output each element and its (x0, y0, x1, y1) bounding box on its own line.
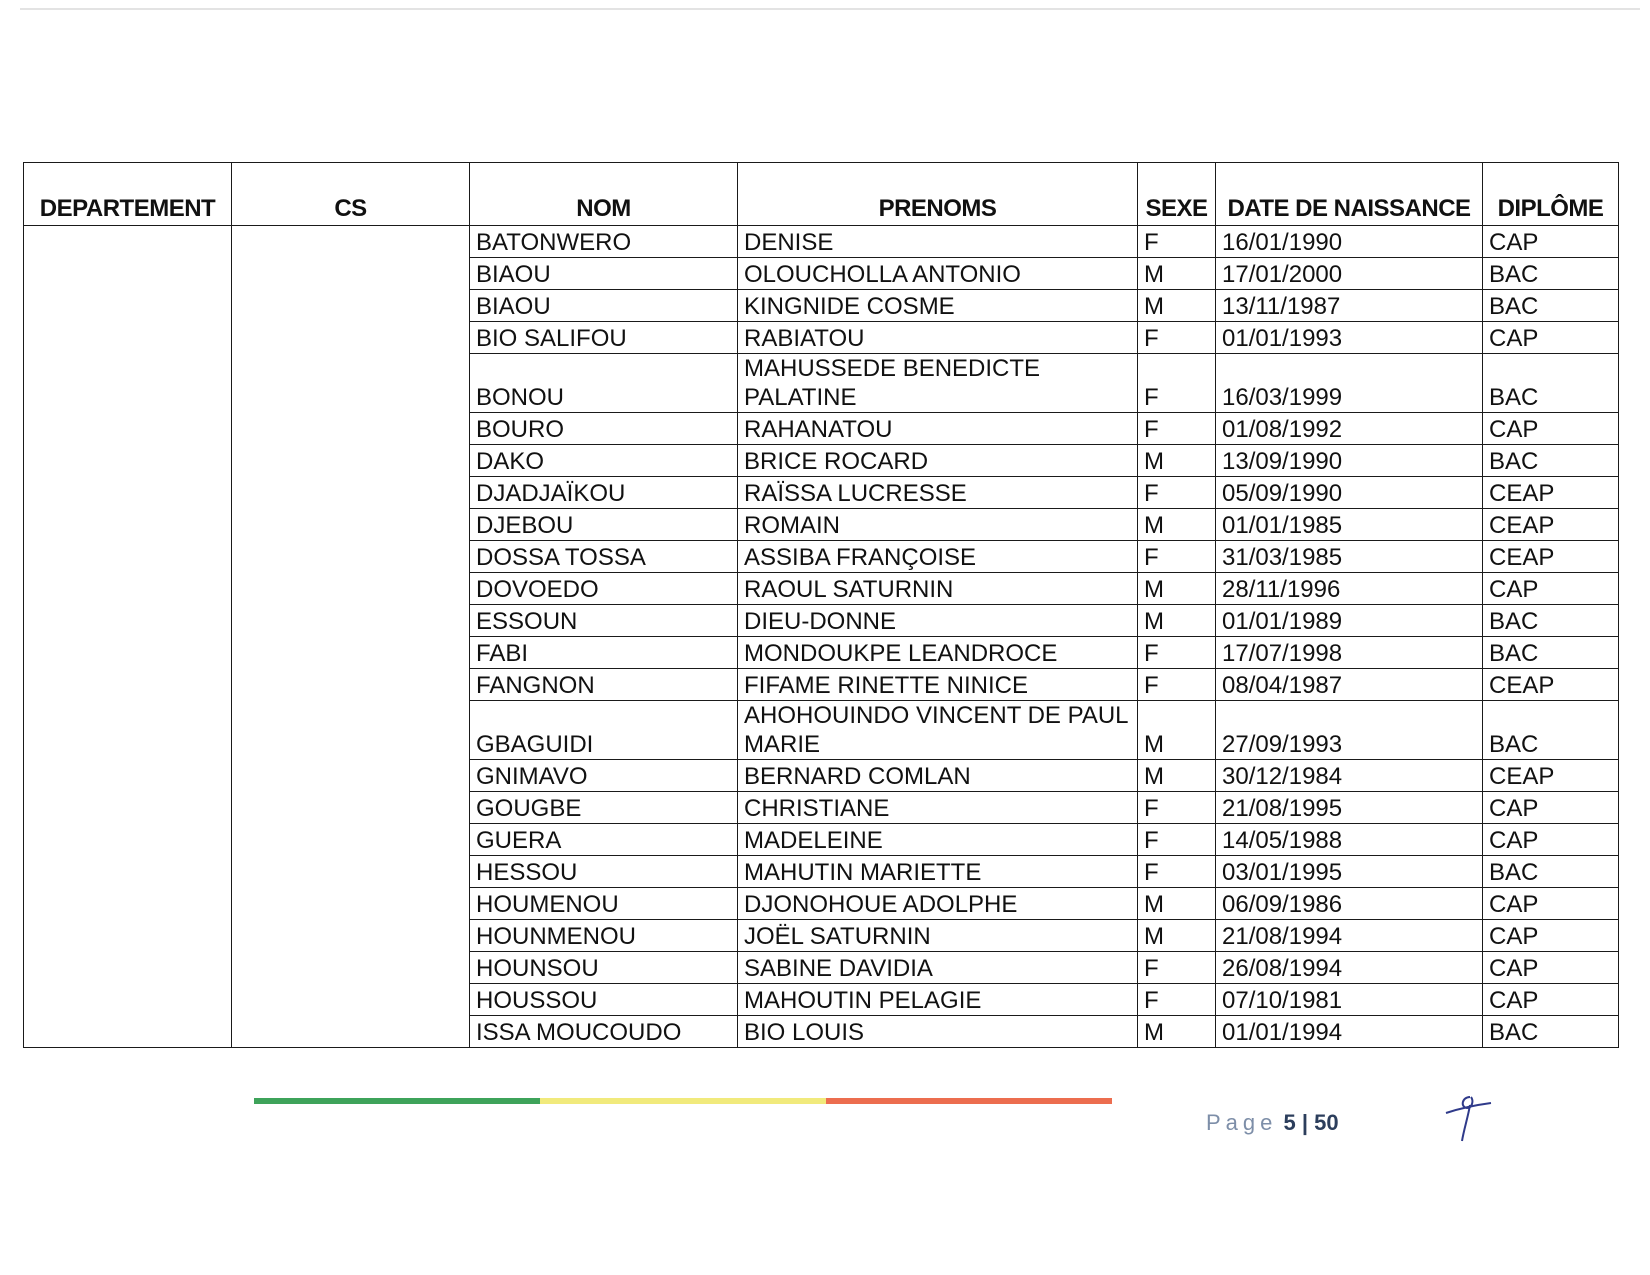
date-naissance-cell: 30/12/1984 (1216, 760, 1483, 792)
sexe-cell: M (1138, 573, 1216, 605)
sexe-cell: M (1138, 701, 1216, 760)
diplome-cell: BAC (1483, 445, 1619, 477)
date-naissance-cell: 01/01/1993 (1216, 322, 1483, 354)
page-number (1206, 1110, 1339, 1136)
footer-stripe-green (254, 1098, 540, 1104)
nom-cell: DOVOEDO (470, 573, 738, 605)
sexe-cell: F (1138, 984, 1216, 1016)
prenoms-cell: BIO LOUIS (738, 1016, 1138, 1048)
sexe-cell: M (1138, 920, 1216, 952)
sexe-cell: M (1138, 509, 1216, 541)
nom-cell: GNIMAVO (470, 760, 738, 792)
date-naissance-cell: 28/11/1996 (1216, 573, 1483, 605)
scan-top-edge (20, 8, 1640, 10)
prenoms-cell: RAÏSSA LUCRESSE (738, 477, 1138, 509)
diplome-cell: BAC (1483, 354, 1619, 413)
nom-cell: HOUNSOU (470, 952, 738, 984)
nom-cell: FANGNON (470, 669, 738, 701)
departement-cell (24, 226, 232, 1048)
table-header-row (24, 163, 1619, 226)
date-naissance-cell: 21/08/1994 (1216, 920, 1483, 952)
nom-cell: BIO SALIFOU (470, 322, 738, 354)
diplome-cell: BAC (1483, 1016, 1619, 1048)
nom-cell: DAKO (470, 445, 738, 477)
diplome-cell: BAC (1483, 701, 1619, 760)
prenoms-cell: DENISE (738, 226, 1138, 258)
prenoms-cell: SABINE DAVIDIA (738, 952, 1138, 984)
sexe-cell: M (1138, 258, 1216, 290)
prenoms-cell: JOËL SATURNIN (738, 920, 1138, 952)
diplome-cell: CAP (1483, 322, 1619, 354)
table-body (24, 226, 1619, 1048)
sexe-cell: M (1138, 888, 1216, 920)
nom-cell: BOURO (470, 413, 738, 445)
diplome-cell: BAC (1483, 856, 1619, 888)
prenoms-cell: BRICE ROCARD (738, 445, 1138, 477)
date-naissance-cell: 14/05/1988 (1216, 824, 1483, 856)
sexe-cell: F (1138, 477, 1216, 509)
candidates-table (23, 162, 1619, 1048)
sexe-cell: F (1138, 952, 1216, 984)
sexe-cell: F (1138, 541, 1216, 573)
diplome-cell: CAP (1483, 573, 1619, 605)
diplome-cell: CEAP (1483, 669, 1619, 701)
handwritten-initial-icon (1436, 1093, 1496, 1145)
nom-cell: HOUSSOU (470, 984, 738, 1016)
prenoms-cell: ASSIBA FRANÇOISE (738, 541, 1138, 573)
prenoms-cell: RABIATOU (738, 322, 1138, 354)
diplome-cell: CAP (1483, 792, 1619, 824)
prenoms-cell: RAHANATOU (738, 413, 1138, 445)
date-naissance-cell: 01/01/1989 (1216, 605, 1483, 637)
date-naissance-cell: 27/09/1993 (1216, 701, 1483, 760)
prenoms-cell: DJONOHOUE ADOLPHE (738, 888, 1138, 920)
diplome-cell: BAC (1483, 637, 1619, 669)
nom-cell: DJEBOU (470, 509, 738, 541)
header-departement: DEPARTEMENT (24, 163, 232, 226)
nom-cell: BIAOU (470, 258, 738, 290)
prenoms-cell: AHOHOUINDO VINCENT DE PAUL MARIE (738, 701, 1138, 760)
date-naissance-cell: 01/01/1994 (1216, 1016, 1483, 1048)
nom-cell: GBAGUIDI (470, 701, 738, 760)
sexe-cell: M (1138, 605, 1216, 637)
prenoms-cell: MADELEINE (738, 824, 1138, 856)
date-naissance-cell: 31/03/1985 (1216, 541, 1483, 573)
diplome-cell: CAP (1483, 952, 1619, 984)
sexe-cell: M (1138, 290, 1216, 322)
sexe-cell: F (1138, 856, 1216, 888)
date-naissance-cell: 13/11/1987 (1216, 290, 1483, 322)
sexe-cell: F (1138, 226, 1216, 258)
diplome-cell: BAC (1483, 290, 1619, 322)
sexe-cell: M (1138, 760, 1216, 792)
prenoms-cell: KINGNIDE COSME (738, 290, 1138, 322)
page-separator: | (1301, 1110, 1309, 1135)
prenoms-cell: ROMAIN (738, 509, 1138, 541)
prenoms-cell: OLOUCHOLLA ANTONIO (738, 258, 1138, 290)
sexe-cell: F (1138, 669, 1216, 701)
diplome-cell: CEAP (1483, 477, 1619, 509)
prenoms-cell: CHRISTIANE (738, 792, 1138, 824)
header-nom: NOM (470, 163, 738, 226)
sexe-cell: F (1138, 354, 1216, 413)
diplome-cell: BAC (1483, 258, 1619, 290)
date-naissance-cell: 07/10/1981 (1216, 984, 1483, 1016)
date-naissance-cell: 01/01/1985 (1216, 509, 1483, 541)
date-naissance-cell: 03/01/1995 (1216, 856, 1483, 888)
sexe-cell: F (1138, 637, 1216, 669)
date-naissance-cell: 06/09/1986 (1216, 888, 1483, 920)
nom-cell: DOSSA TOSSA (470, 541, 738, 573)
diplome-cell: CEAP (1483, 541, 1619, 573)
nom-cell: BIAOU (470, 290, 738, 322)
prenoms-cell: MAHUSSEDE BENEDICTE PALATINE (738, 354, 1138, 413)
page-label: Page (1206, 1110, 1278, 1135)
prenoms-cell: MONDOUKPE LEANDROCE (738, 637, 1138, 669)
date-naissance-cell: 17/07/1998 (1216, 637, 1483, 669)
header-sexe: SEXE (1138, 163, 1216, 226)
footer-stripe-red (826, 1098, 1112, 1104)
date-naissance-cell: 21/08/1995 (1216, 792, 1483, 824)
diplome-cell: CAP (1483, 984, 1619, 1016)
diplome-cell: CEAP (1483, 760, 1619, 792)
sexe-cell: F (1138, 322, 1216, 354)
table-row (24, 226, 1619, 258)
date-naissance-cell: 26/08/1994 (1216, 952, 1483, 984)
nom-cell: FABI (470, 637, 738, 669)
sexe-cell: M (1138, 445, 1216, 477)
diplome-cell: CAP (1483, 920, 1619, 952)
nom-cell: ISSA MOUCOUDO (470, 1016, 738, 1048)
diplome-cell: CAP (1483, 824, 1619, 856)
page-total: 50 (1314, 1110, 1339, 1135)
diplome-cell: CEAP (1483, 509, 1619, 541)
header-date-naissance: DATE DE NAISSANCE (1216, 163, 1483, 226)
sexe-cell: M (1138, 1016, 1216, 1048)
nom-cell: DJADJAÏKOU (470, 477, 738, 509)
nom-cell: BONOU (470, 354, 738, 413)
header-prenoms: PRENOMS (738, 163, 1138, 226)
date-naissance-cell: 01/08/1992 (1216, 413, 1483, 445)
prenoms-cell: FIFAME RINETTE NINICE (738, 669, 1138, 701)
prenoms-cell: BERNARD COMLAN (738, 760, 1138, 792)
date-naissance-cell: 08/04/1987 (1216, 669, 1483, 701)
diplome-cell: CAP (1483, 888, 1619, 920)
nom-cell: GUERA (470, 824, 738, 856)
nom-cell: BATONWERO (470, 226, 738, 258)
diplome-cell: CAP (1483, 413, 1619, 445)
header-diplome: DIPLÔME (1483, 163, 1619, 226)
sexe-cell: F (1138, 824, 1216, 856)
nom-cell: HOUNMENOU (470, 920, 738, 952)
nom-cell: HESSOU (470, 856, 738, 888)
nom-cell: HOUMENOU (470, 888, 738, 920)
nom-cell: GOUGBE (470, 792, 738, 824)
prenoms-cell: MAHOUTIN PELAGIE (738, 984, 1138, 1016)
date-naissance-cell: 16/01/1990 (1216, 226, 1483, 258)
date-naissance-cell: 13/09/1990 (1216, 445, 1483, 477)
prenoms-cell: RAOUL SATURNIN (738, 573, 1138, 605)
date-naissance-cell: 16/03/1999 (1216, 354, 1483, 413)
page-current: 5 (1283, 1110, 1296, 1135)
prenoms-cell: MAHUTIN MARIETTE (738, 856, 1138, 888)
date-naissance-cell: 05/09/1990 (1216, 477, 1483, 509)
cs-cell (232, 226, 470, 1048)
sexe-cell: F (1138, 413, 1216, 445)
prenoms-cell: DIEU-DONNE (738, 605, 1138, 637)
date-naissance-cell: 17/01/2000 (1216, 258, 1483, 290)
sexe-cell: F (1138, 792, 1216, 824)
header-cs: CS (232, 163, 470, 226)
diplome-cell: CAP (1483, 226, 1619, 258)
nom-cell: ESSOUN (470, 605, 738, 637)
diplome-cell: BAC (1483, 605, 1619, 637)
footer-stripe-yellow (540, 1098, 826, 1104)
